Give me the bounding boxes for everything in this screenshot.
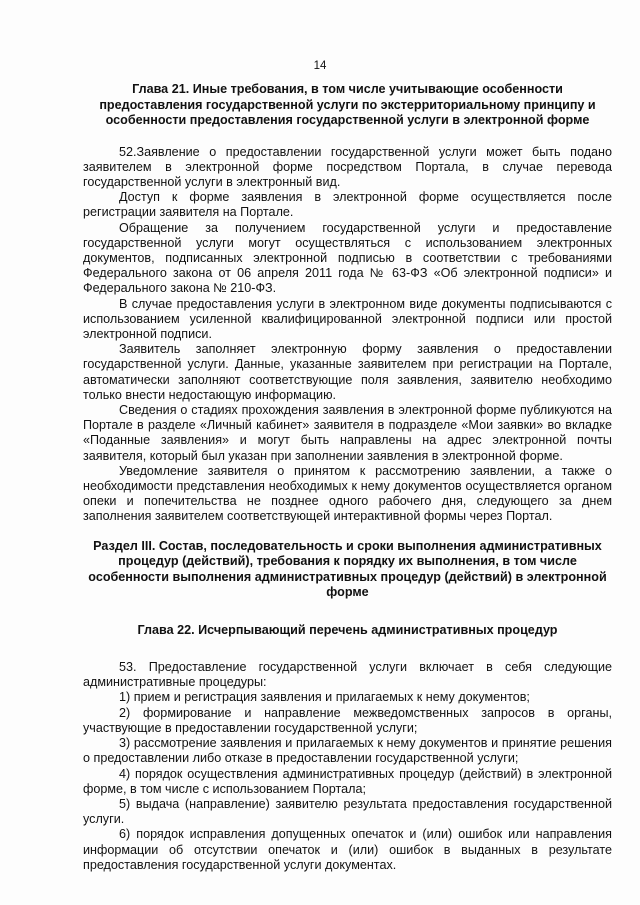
paragraph: 52.Заявление о предоставлении государственной услуги может быть подано заявителем в электронной форме посредством Портала, в случае перевода государственной услуги в электронный вид. <box>83 144 612 189</box>
paragraph: Обращение за получением государственной услуги и предоставление государственной услуги могут осуществляться с использованием электронных документов, подписанных электронной подписью в соответствии с требованиями Федерального закона от 06 апреля 2011 года № 63-ФЗ «Об электронной подписи» и Федерального закона № 210-ФЗ. <box>83 220 612 296</box>
paragraph: Доступ к форме заявления в электронной форме осуществляется после регистрации заявителя на Портале. <box>83 190 612 220</box>
paragraph: Заявитель заполняет электронную форму заявления о предоставлении государственной услуги. Данные, указанные заявителем при регистрации на Портале, автоматически заполняют соответствующие поля заявления, заявителю необходимо только внести недостающую информацию. <box>83 342 612 402</box>
list-item: 5) выдача (направление) заявителю результата предоставления государственной услуги. <box>83 796 612 827</box>
page-number: 14 <box>313 60 327 72</box>
list-item: 6) порядок исправления допущенных опечаток и (или) ошибок или направления информации об отсутствии опечаток и (или) ошибок в выданных в результате предоставления государственной услуги документах. <box>83 827 612 872</box>
chapter-21-heading: Глава 21. Иные требования, в том числе учитывающие особенности предоставления государственной услуги по экстерриториальному принципу и особенности предоставления государственной услуги в электронной форме <box>99 82 596 127</box>
list-item: 3) рассмотрение заявления и прилагаемых к нему документов и принятие решения о предоставлении либо отказе в предоставлении государственной услуги; <box>83 736 612 766</box>
paragraph: 53. Предоставление государственной услуги включает в себя следующие административные процедуры: <box>83 660 612 690</box>
chapter-21-body <box>83 145 612 525</box>
chapter-22-heading: Глава 22. Исчерпывающий перечень административных процедур <box>137 622 558 637</box>
section-3-heading: Раздел III. Состав, последовательность и сроки выполнения административных процедур (действий), требования к порядку их выполнения, в том числе особенности выполнения административных процедур (действий) в электронной форме <box>88 538 607 600</box>
list-item: 2) формирование и направление межведомственных запросов в органы, участвующие в предоставлении государственной услуги; <box>83 705 612 735</box>
paragraph: Уведомление заявителя о принятом к рассмотрению заявлении, а также о необходимости представления необходимых к нему документов осуществляется органом опеки и попечительства не позднее одного рабочего дня, следующего за днем заполнения заявителем соответствующей интерактивной формы через Портал. <box>83 463 612 524</box>
chapter-22-body <box>83 660 612 873</box>
paragraph: В случае предоставления услуги в электронном виде документы подписываются с использованием усиленной квалифицированной электронной подписи или простой электронной подписи. <box>83 296 612 341</box>
list-item: 1) прием и регистрация заявления и прилагаемых к нему документов; <box>119 690 530 705</box>
paragraph: Сведения о стадиях прохождения заявления в электронной форме публикуются на Портале в разделе «Личный кабинет» заявителя в подразделе «Мои заявки» во вкладке «Поданные заявления» и могут быть направлены на адрес электронной почты заявителя, который был указан при заполнении заявления в электронной форме. <box>83 402 612 463</box>
list-item: 4) порядок осуществления административных процедур (действий) в электронной форме, в том числе с использованием Портала; <box>83 766 612 796</box>
